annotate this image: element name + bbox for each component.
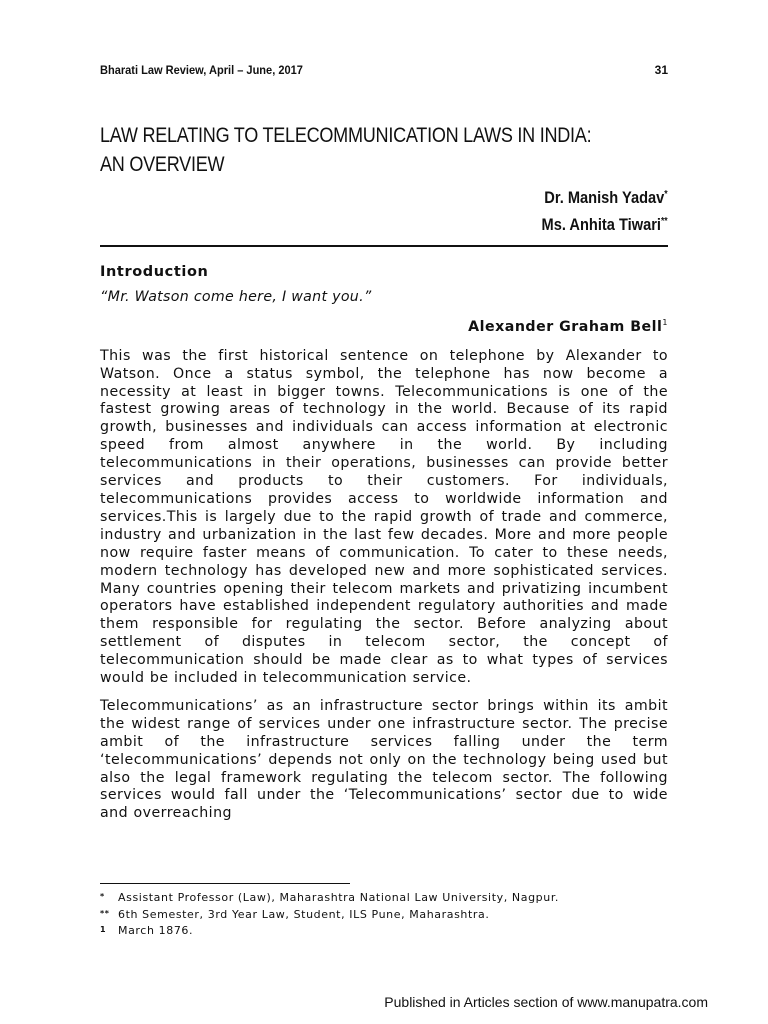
author-name: Ms. Anhita Tiwari: [541, 215, 662, 234]
footnote-reference: 1: [662, 317, 668, 327]
footnote-divider: [100, 883, 350, 884]
footnote-text: March 1876.: [118, 924, 194, 937]
body-paragraph: This was the first historical sentence on telephone by Alexander to Watson. Once a status symbol, the telephone has now become a necessity at least in bigger towns. Telecommunications is one of the fastest growing areas of technology in the world. Because of its rapid growth, businesses and individuals can access information at electronic speed from almost anywhere in the world. By including telecommunications in their operations, businesses can provide better services and products to their customers. For individuals, telecommunications provides access to worldwide information and services.This is largely due to the rapid growth of trade and commerce, industry and urbanization in the last few decades. More and more people now require faster means of communication. To cater to these needs, modern technology has developed new and more sophisticated services. Many countries opening their telecom markets and privatizing incumbent operators have established independent regulatory authorities and made them responsible for regulating the sector. Before analyzing about settlement of disputes in telecom sector, the concept of telecommunication should be made clear as to what types of services would be included in telecommunication service.: [100, 347, 668, 687]
author-2: [542, 210, 668, 237]
page-number: 31: [654, 63, 668, 77]
footnote-text: Assistant Professor (Law), Maharashtra National Law University, Nagpur.: [118, 891, 560, 904]
epigraph-quote: “Mr. Watson come here, I want you.”: [100, 288, 372, 305]
epigraph-author-name: Alexander Graham Bell: [468, 318, 663, 335]
footnote: [100, 923, 668, 940]
author-name: Dr. Manish Yadav: [544, 188, 665, 207]
author-list: [521, 183, 668, 237]
footnote: [100, 890, 668, 907]
article-title: LAW RELATING TO TELECOMMUNICATION LAWS IN INDIA: AN OVERVIEW: [100, 124, 592, 176]
author-footnote-mark: **: [661, 216, 668, 227]
epigraph-author: [100, 314, 668, 337]
footnote: [100, 907, 668, 924]
footnote-mark: **: [100, 908, 110, 918]
section-heading: Introduction: [100, 264, 209, 280]
author-1: [542, 183, 668, 210]
footnote-mark: 1: [100, 925, 107, 934]
author-footnote-mark: *: [664, 189, 668, 200]
running-header-journal: Bharati Law Review, April – June, 2017: [100, 63, 303, 77]
footnote-mark: *: [100, 892, 105, 901]
article-body: [100, 264, 668, 833]
publisher-footer: Published in Articles section of www.manupatra.com: [384, 994, 708, 1010]
body-paragraph: Telecommunications’ as an infrastructure sector brings within its ambit the widest range of services under one infrastructure sector. The precise ambit of the infrastructure services falling under the term ‘telecommunications’ depends not only on the technology being used but also the legal framework regulating the telecom sector. The following services would fall under the ‘Telecommunications’ sector due to wide and overreaching: [100, 697, 668, 822]
title-divider: [100, 245, 668, 247]
footnote-text: 6th Semester, 3rd Year Law, Student, ILS Pune, Maharashtra.: [118, 907, 490, 921]
footnotes: [100, 890, 668, 940]
